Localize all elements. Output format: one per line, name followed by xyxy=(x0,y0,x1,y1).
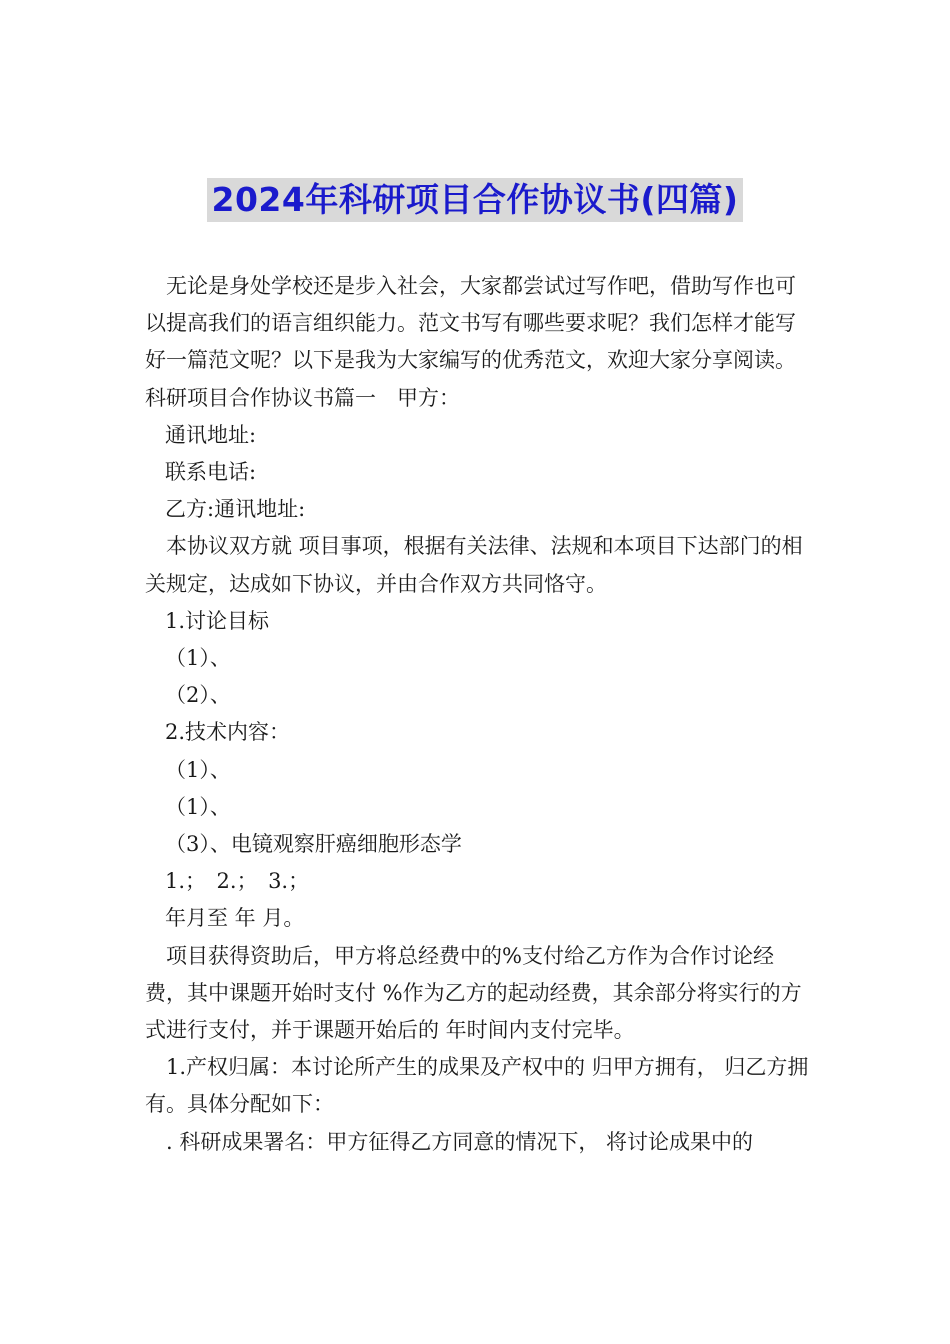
section-heading: 科研项目合作协议书篇一 甲方： xyxy=(145,385,460,410)
document-body xyxy=(145,268,810,1161)
tech-heading: 2.技术内容： xyxy=(165,720,291,745)
goal-heading: 1.讨论目标 xyxy=(165,608,270,633)
party-a-phone: 联系电话: xyxy=(165,460,257,485)
document-title: 2024年科研项目合作协议书(四篇) xyxy=(207,178,742,222)
tech-item: （1）、 xyxy=(165,757,231,782)
numbered-line: 1.； 2.； 3.； xyxy=(165,869,310,894)
date-line: 年月至 年 月。 xyxy=(165,906,305,931)
tech-item: （3）、电镜观察肝癌细胞形态学 xyxy=(165,832,462,857)
intro-paragraph: 无论是身处学校还是步入社会，大家都尝试过写作吧，借助写作也可以提高我们的语言组织能力。范文书写有哪些要求呢？我们怎样才能写好一篇范文呢？以下是我为大家编写的优秀范文，欢迎大家分享阅读。 xyxy=(145,274,796,373)
title-wrap xyxy=(0,178,950,222)
funding-paragraph: 项目获得资助后，甲方将总经费中的%支付给乙方作为合作讨论经费，其中课题开始时支付 %作为乙方的起动经费，其余部分将实行的方式进行支付，并于课题开始后的 年时间内支付完毕。 xyxy=(145,943,802,1043)
signature-paragraph: . 科研成果署名：甲方征得乙方同意的情况下， 将讨论成果中的 xyxy=(166,1129,754,1154)
party-a-address: 通讯地址: xyxy=(165,422,257,447)
tech-item: （1）、 xyxy=(165,794,231,819)
agreement-paragraph: 本协议双方就 项目事项，根据有关法律、法规和本项目下达部门的相关规定，达成如下协议，并由合作双方共同恪守。 xyxy=(145,534,803,596)
party-b-line: 乙方:通讯地址: xyxy=(165,497,306,522)
ownership-paragraph: 1.产权归属：本讨论所产生的成果及产权中的 归甲方拥有， 归乙方拥有。具体分配如下： xyxy=(145,1055,809,1117)
goal-item: （2）、 xyxy=(165,683,231,708)
goal-item: （1）、 xyxy=(165,646,231,671)
